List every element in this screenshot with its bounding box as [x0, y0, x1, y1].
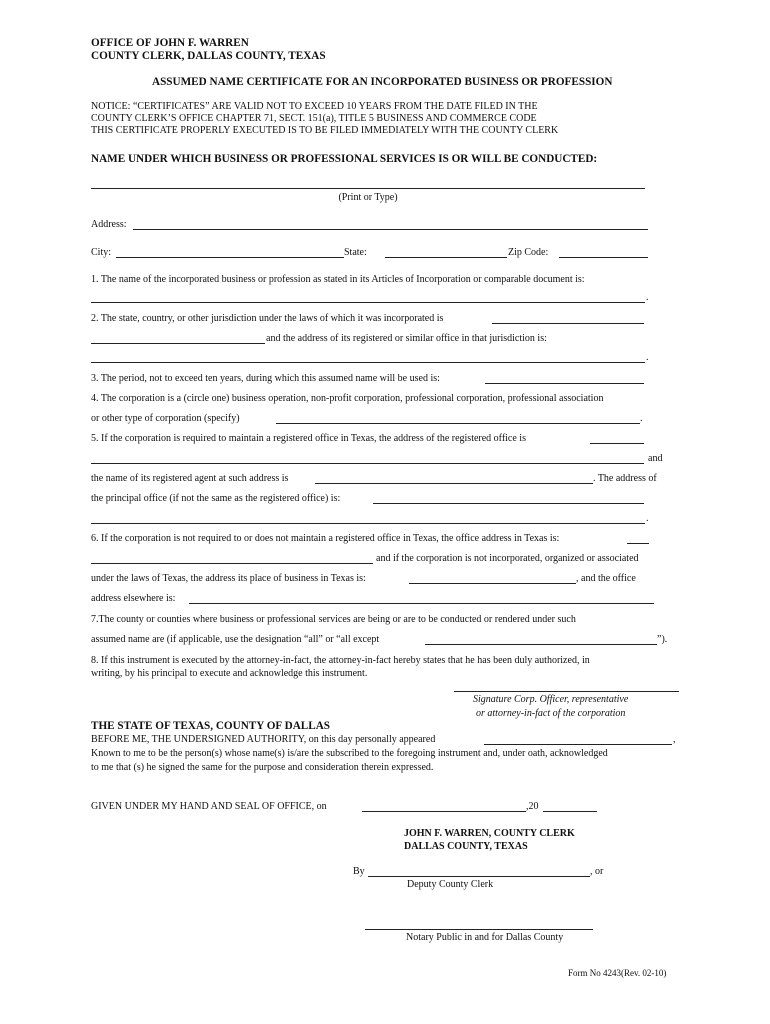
item-7-close: ”).	[657, 634, 668, 645]
notary-line-1: BEFORE ME, THE UNDERSIGNED AUTHORITY, on this day personally appeared	[91, 734, 436, 745]
item-6-office-field-2[interactable]	[91, 563, 373, 564]
given-year-field[interactable]	[543, 811, 597, 812]
item-6-text-3: under the laws of Texas, the address its place of business in Texas is:	[91, 573, 366, 584]
item-1-text: 1. The name of the incorporated business or profession as stated in its Articles of Incorporation or comparable document is:	[91, 274, 585, 285]
item-2-jurisdiction-field[interactable]	[492, 323, 644, 324]
item-4-period: .	[640, 413, 643, 424]
item-5-and: and	[648, 453, 663, 464]
appeared-name-field[interactable]	[484, 744, 672, 745]
item-1-period: .	[646, 292, 649, 303]
notary-line-3: to me that (s) he signed the same for the purpose and consideration therein expressed.	[91, 762, 434, 773]
notary-signature-field[interactable]	[365, 929, 593, 930]
item-7-county-field[interactable]	[425, 644, 657, 645]
item-5-text-2: the name of its registered agent at such address is	[91, 473, 289, 484]
item-5-text: 5. If the corporation is required to maintain a registered office in Texas, the address of the registered office is	[91, 433, 526, 444]
notice-line-2: COUNTY CLERK’S OFFICE CHAPTER 71, SECT. 151(a), TITLE 5 BUSINESS AND COMMERCE CODE	[91, 113, 537, 124]
item-4-specify-field[interactable]	[276, 423, 640, 424]
office-line: OFFICE OF JOHN F. WARREN	[91, 37, 249, 49]
item-5-office-field-2[interactable]	[91, 463, 644, 464]
deputy-signature-field[interactable]	[368, 876, 590, 877]
item-8-text-2: writing, by his principal to execute and acknowledge this instrument.	[91, 668, 368, 679]
section-heading: NAME UNDER WHICH BUSINESS OR PROFESSIONAL SERVICES IS OR WILL BE CONDUCTED:	[91, 153, 598, 165]
item-5-principal-field[interactable]	[373, 503, 644, 504]
item-2-field-2[interactable]	[91, 343, 265, 344]
clerk-county: DALLAS COUNTY, TEXAS	[404, 841, 528, 852]
item-5-office-field[interactable]	[590, 443, 644, 444]
signature-caption-1: Signature Corp. Officer, representative	[473, 694, 629, 705]
city-label: City:	[91, 247, 112, 258]
item-4-text: 4. The corporation is a (circle one) business operation, non-profit corporation, professional corporation, professional association	[91, 393, 604, 404]
address-field[interactable]	[133, 229, 648, 230]
zip-field[interactable]	[559, 257, 648, 258]
item-6-text: 6. If the corporation is not required to or does not maintain a registered office in Texas, the office address in Texas is:	[91, 533, 560, 544]
item-5-text-3: . The address of	[593, 473, 657, 484]
notary-heading: THE STATE OF TEXAS, COUNTY OF DALLAS	[91, 720, 331, 732]
city-field[interactable]	[116, 257, 344, 258]
year-prefix: ,20	[526, 801, 539, 812]
item-5-period: .	[646, 513, 649, 524]
form-title: ASSUMED NAME CERTIFICATE FOR AN INCORPORATED BUSINESS OR PROFESSION	[152, 76, 613, 88]
item-6-text-2: and if the corporation is not incorporated, organized or associated	[376, 553, 639, 564]
item-5-text-4: the principal office (if not the same as the registered office) is:	[91, 493, 341, 504]
by-label: By	[353, 866, 365, 877]
item-2-text: 2. The state, country, or other jurisdiction under the laws of which it was incorporated is	[91, 313, 444, 324]
item-5-principal-field-2[interactable]	[91, 523, 645, 524]
item-8-text: 8. If this instrument is executed by the attorney-in-fact, the attorney-in-fact hereby states that he has been duly authorized, in	[91, 655, 590, 666]
business-name-field[interactable]	[91, 188, 645, 189]
clerk-name: JOHN F. WARREN, COUNTY CLERK	[404, 828, 575, 839]
item-6-office-field[interactable]	[627, 543, 649, 544]
item-2-text-2: and the address of its registered or similar office in that jurisdiction is:	[266, 333, 547, 344]
item-7-text: 7.The county or counties where business or professional services are being or are to be conducted or rendered under such	[91, 614, 576, 625]
state-label: State:	[344, 247, 367, 258]
notary-comma: ,	[673, 734, 676, 745]
item-6-text-5: address elsewhere is:	[91, 593, 176, 604]
deputy-county-clerk: Deputy County Clerk	[407, 879, 494, 890]
signature-field[interactable]	[454, 691, 679, 692]
given-date-field[interactable]	[362, 811, 526, 812]
notice-line-1: NOTICE: “CERTIFICATES” ARE VALID NOT TO EXCEED 10 YEARS FROM THE DATE FILED IN THE	[91, 101, 538, 112]
zip-label: Zip Code:	[508, 247, 549, 258]
address-label: Address:	[91, 219, 127, 230]
item-6-elsewhere-field[interactable]	[189, 603, 654, 604]
notary-public-caption: Notary Public in and for Dallas County	[406, 932, 564, 943]
item-3-text: 3. The period, not to exceed ten years, during which this assumed name will be used is:	[91, 373, 440, 384]
notice-line-3: THIS CERTIFICATE PROPERLY EXECUTED IS TO BE FILED IMMEDIATELY WITH THE COUNTY CLERK	[91, 125, 559, 136]
given-under-hand: GIVEN UNDER MY HAND AND SEAL OF OFFICE, on	[91, 801, 327, 812]
or-label: , or	[590, 866, 604, 877]
county-line: COUNTY CLERK, DALLAS COUNTY, TEXAS	[91, 50, 326, 62]
item-1-field[interactable]	[91, 302, 645, 303]
form-number: Form No 4243(Rev. 02-10)	[568, 968, 667, 978]
item-3-period-field[interactable]	[485, 383, 644, 384]
item-2-period: .	[646, 352, 649, 363]
item-7-text-2: assumed name are (if applicable, use the designation “all” or “all except	[91, 634, 380, 645]
notary-line-2: Known to me to be the person(s) whose name(s) is/are the subscribed to the foregoing instrument and, under oath, acknowledged	[91, 748, 608, 759]
item-2-address-field[interactable]	[91, 362, 645, 363]
signature-caption-2: or attorney-in-fact of the corporation	[476, 708, 626, 719]
item-6-business-field[interactable]	[409, 583, 576, 584]
item-4-text-2: or other type of corporation (specify)	[91, 413, 240, 424]
item-6-text-4: , and the office	[576, 573, 636, 584]
state-field[interactable]	[385, 257, 507, 258]
print-or-type-caption: (Print or Type)	[338, 192, 398, 203]
item-5-agent-field[interactable]	[315, 483, 593, 484]
